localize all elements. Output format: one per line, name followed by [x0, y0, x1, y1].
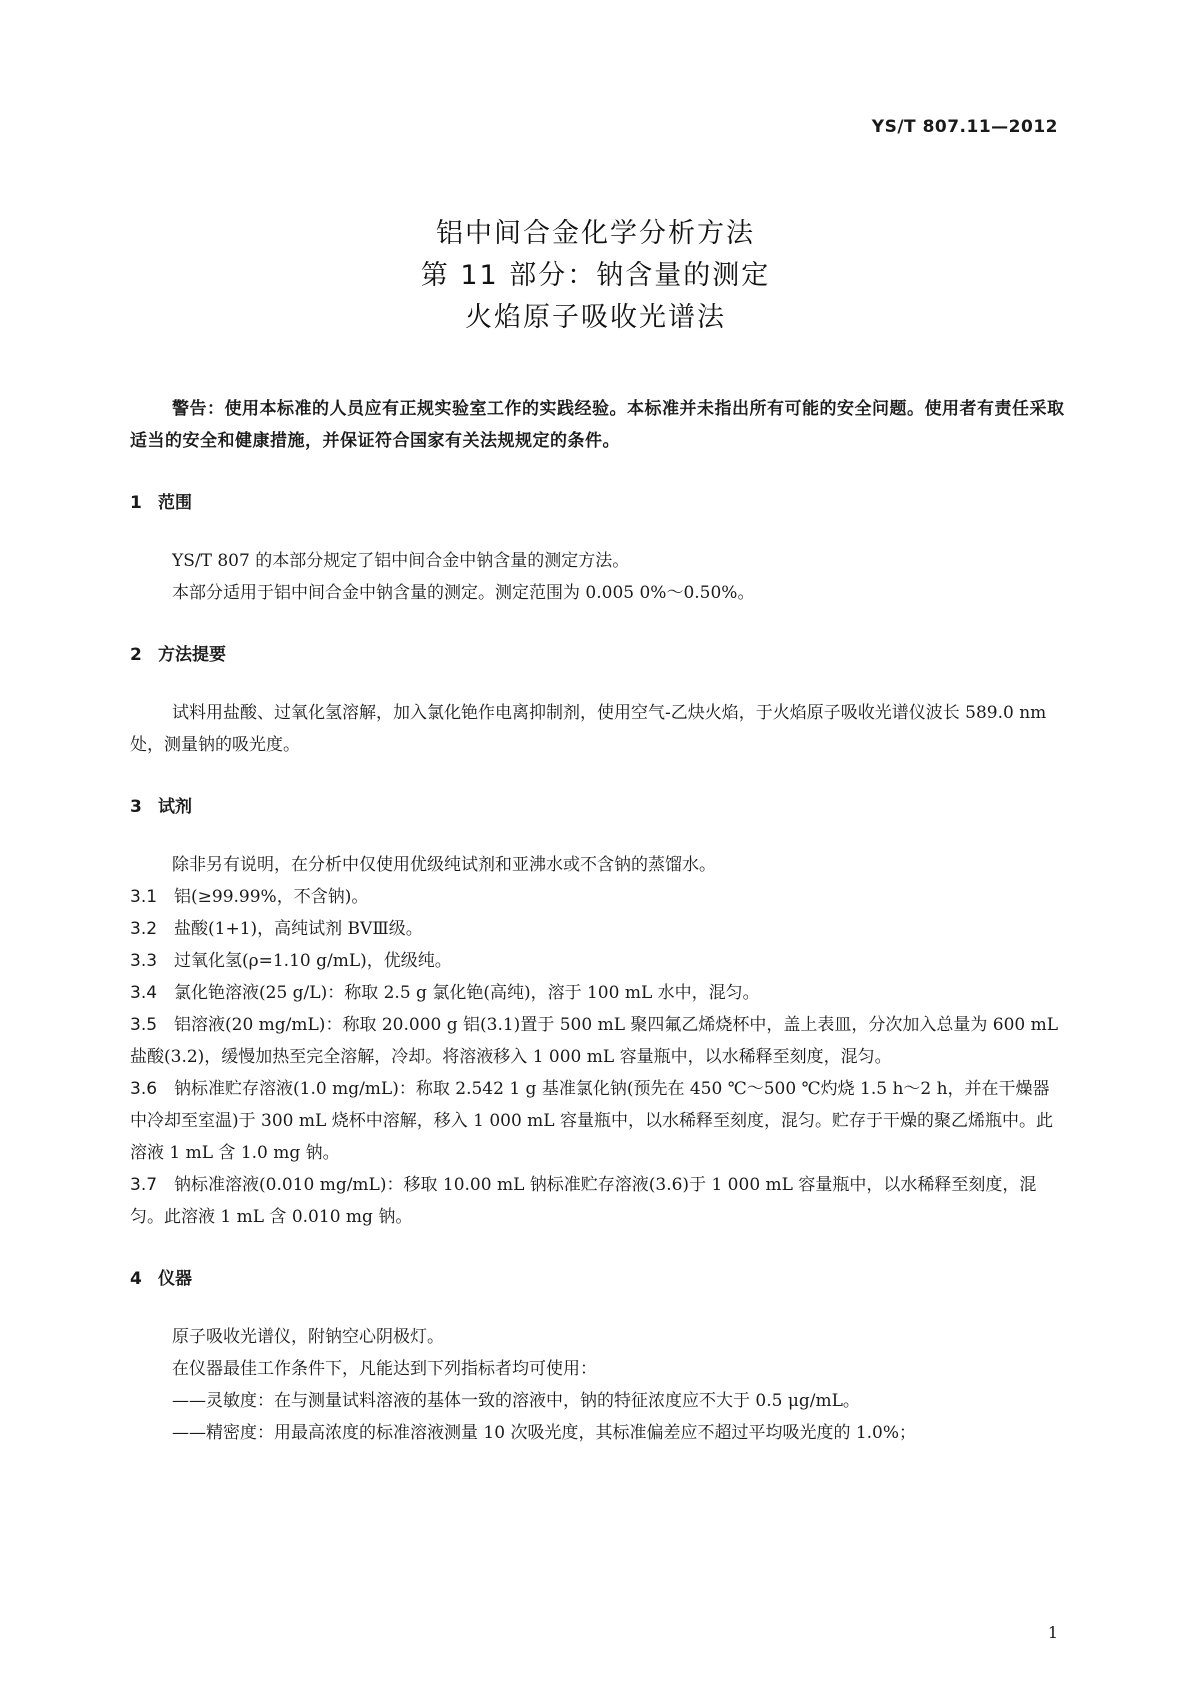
paragraph: YS/T 807 的本部分规定了铝中间合金中钠含量的测定方法。 [172, 551, 630, 571]
item-text: 盐酸(1+1)，高纯试剂 BVⅢ级。 [174, 919, 423, 939]
reagent-item [130, 1009, 1065, 1073]
warning-notice: 警告：使用本标准的人员应有正规实验室工作的实践经验。本标准并未指出所有可能的安全问题。使用者有责任采取适当的安全和健康措施，并保证符合国家有关法规规定的条件。 [130, 399, 1065, 451]
title-line-1: 铝中间合金化学分析方法 [436, 218, 755, 249]
item-number: 3.2 [130, 919, 158, 939]
document-title [0, 213, 1191, 339]
section-title: 试剂 [158, 797, 192, 817]
section-number: 2 [130, 645, 142, 665]
section-heading-principle [130, 643, 1065, 667]
item-text: 铝(≥99.99%，不含钠)。 [174, 887, 369, 907]
page-number: 1 [1047, 1623, 1058, 1642]
item-text: 过氧化氢(ρ=1.10 g/mL)，优级纯。 [174, 951, 452, 971]
reagent-item [130, 1073, 1065, 1169]
paragraph: 试料用盐酸、过氧化氢溶解，加入氯化铯作电离抑制剂，使用空气-乙炔火焰，于火焰原子吸收光谱仪波长 589.0 nm 处，测量钠的吸光度。 [130, 703, 1047, 755]
title-line-3: 火焰原子吸收光谱法 [465, 302, 726, 333]
item-text: 铝溶液(20 mg/mL)：称取 20.000 g 铝(3.1)置于 500 mL 聚四氟乙烯烧杯中，盖上表皿，分次加入总量为 600 mL 盐酸(3.2)，缓慢加热至完全溶解，冷却。将溶液移入 1 000 mL 容量瓶中，以水稀释至刻度，混匀。 [130, 1015, 1059, 1067]
reagent-item [130, 945, 1065, 977]
item-number: 3.1 [130, 887, 158, 907]
spec-item-sensitivity: ——灵敏度：在与测量试料溶液的基体一致的溶液中，钠的特征浓度应不大于 0.5 μg/mL。 [172, 1391, 860, 1411]
section-title: 仪器 [158, 1269, 192, 1289]
spec-item-precision: ——精密度：用最高浓度的标准溶液测量 10 次吸光度，其标准偏差应不超过平均吸光度的 1.0%； [172, 1423, 917, 1443]
item-number: 3.7 [130, 1175, 158, 1195]
item-text: 钠标准贮存溶液(1.0 mg/mL)：称取 2.542 1 g 基准氯化钠(预先在 450 ℃～500 ℃灼烧 1.5 h～2 h，并在干燥器中冷却至室温)于 300 mL 烧杯中溶解，移入 1 000 mL 容量瓶中，以水稀释至刻度，混匀。贮存于干燥的聚乙烯瓶中。此溶液 1 mL 含 1.0 mg 钠。 [130, 1079, 1053, 1163]
item-text: 钠标准溶液(0.010 mg/mL)：移取 10.00 mL 钠标准贮存溶液(3.6)于 1 000 mL 容量瓶中，以水稀释至刻度，混匀。此溶液 1 mL 含 0.010 mg 钠。 [130, 1175, 1037, 1227]
paragraph: 在仪器最佳工作条件下，凡能达到下列指标者均可使用： [172, 1359, 597, 1379]
section-title: 方法提要 [158, 645, 226, 665]
reagent-item [130, 913, 1065, 945]
paragraph: 本部分适用于铝中间合金中钠含量的测定。测定范围为 0.005 0%～0.50%。 [172, 583, 755, 603]
paragraph: 除非另有说明，在分析中仅使用优级纯试剂和亚沸水或不含钠的蒸馏水。 [172, 855, 716, 875]
reagent-item [130, 881, 1065, 913]
document-body [130, 393, 1065, 1449]
item-number: 3.3 [130, 951, 158, 971]
section-number: 1 [130, 493, 142, 513]
item-number: 3.4 [130, 983, 158, 1003]
section-title: 范围 [158, 493, 192, 513]
item-number: 3.5 [130, 1015, 158, 1035]
reagent-item [130, 977, 1065, 1009]
standard-number: YS/T 807.11—2012 [871, 117, 1058, 137]
item-text: 氯化铯溶液(25 g/L)：称取 2.5 g 氯化铯(高纯)，溶于 100 mL 水中，混匀。 [174, 983, 760, 1003]
section-heading-scope [130, 491, 1065, 515]
section-heading-apparatus [130, 1267, 1065, 1291]
reagent-item [130, 1169, 1065, 1233]
paragraph: 原子吸收光谱仪，附钠空心阴极灯。 [172, 1327, 444, 1347]
section-number: 3 [130, 797, 142, 817]
item-number: 3.6 [130, 1079, 158, 1099]
title-line-2: 第 11 部分：钠含量的测定 [420, 260, 771, 291]
section-heading-reagents [130, 795, 1065, 819]
section-number: 4 [130, 1269, 142, 1289]
